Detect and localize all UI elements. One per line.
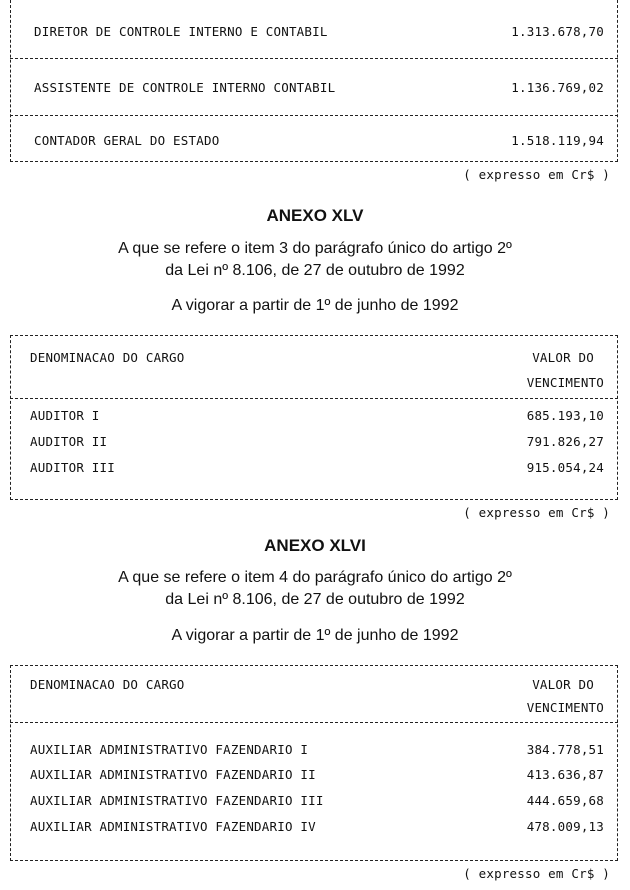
header-divider <box>10 398 618 399</box>
header-vencimento: VENCIMENTO <box>526 375 604 390</box>
table-row-cargo: AUXILIAR ADMINISTRATIVO FAZENDARIO I <box>30 742 309 757</box>
table-row-cargo: AUXILIAR ADMINISTRATIVO FAZENDARIO IV <box>30 819 316 834</box>
anexo-xlv-title: ANEXO XLV <box>266 206 364 225</box>
table-row-valor: 478.009,13 <box>526 819 604 834</box>
header-vencimento: VENCIMENTO <box>526 700 604 715</box>
top-row-cargo: CONTADOR GERAL DO ESTADO <box>34 133 220 148</box>
anexo-xlv-effective-date: A vigorar a partir de 1º de junho de 1992 <box>171 297 459 314</box>
currency-note: ( expresso em Cr$ ) <box>463 505 610 520</box>
header-valor: VALOR DO <box>532 677 594 692</box>
table-row-cargo: AUDITOR III <box>30 460 115 475</box>
top-row-cargo: DIRETOR DE CONTROLE INTERNO E CONTABIL <box>34 24 328 39</box>
table-row-cargo: AUXILIAR ADMINISTRATIVO FAZENDARIO III <box>30 793 324 808</box>
top-row-valor: 1.518.119,94 <box>511 133 604 148</box>
header-cargo: DENOMINACAO DO CARGO <box>30 677 185 692</box>
header-divider <box>10 722 618 723</box>
anexo-xlvi-ref-line1: A que se refere o item 4 do parágrafo único do artigo 2º <box>118 569 512 586</box>
currency-note: ( expresso em Cr$ ) <box>463 866 610 881</box>
table-row-cargo: AUDITOR I <box>30 408 100 423</box>
top-row-valor: 1.136.769,02 <box>511 80 604 95</box>
table-row-valor: 915.054,24 <box>526 460 604 475</box>
table-row-valor: 791.826,27 <box>526 434 604 449</box>
currency-note: ( expresso em Cr$ ) <box>463 167 610 182</box>
row-divider <box>10 58 618 59</box>
anexo-xlv-ref-line1: A que se refere o item 3 do parágrafo único do artigo 2º <box>118 240 512 257</box>
table-row-cargo: AUDITOR II <box>30 434 108 449</box>
anexo-xlvi-title: ANEXO XLVI <box>264 536 366 555</box>
table-row-valor: 685.193,10 <box>526 408 604 423</box>
table-row-cargo: AUXILIAR ADMINISTRATIVO FAZENDARIO II <box>30 767 316 782</box>
header-cargo: DENOMINACAO DO CARGO <box>30 350 185 365</box>
row-divider <box>10 115 618 116</box>
table-row-valor: 384.778,51 <box>526 742 604 757</box>
anexo-xlvi-effective-date: A vigorar a partir de 1º de junho de 1992 <box>171 627 459 644</box>
anexo-xlv-ref-line2: da Lei nº 8.106, de 27 de outubro de 1992 <box>165 262 465 279</box>
anexo-xlvi-ref-line2: da Lei nº 8.106, de 27 de outubro de 1992 <box>165 591 465 608</box>
top-row-cargo: ASSISTENTE DE CONTROLE INTERNO CONTABIL <box>34 80 336 95</box>
table-row-valor: 444.659,68 <box>526 793 604 808</box>
header-valor: VALOR DO <box>532 350 594 365</box>
top-row-valor: 1.313.678,70 <box>511 24 604 39</box>
table-row-valor: 413.636,87 <box>526 767 604 782</box>
